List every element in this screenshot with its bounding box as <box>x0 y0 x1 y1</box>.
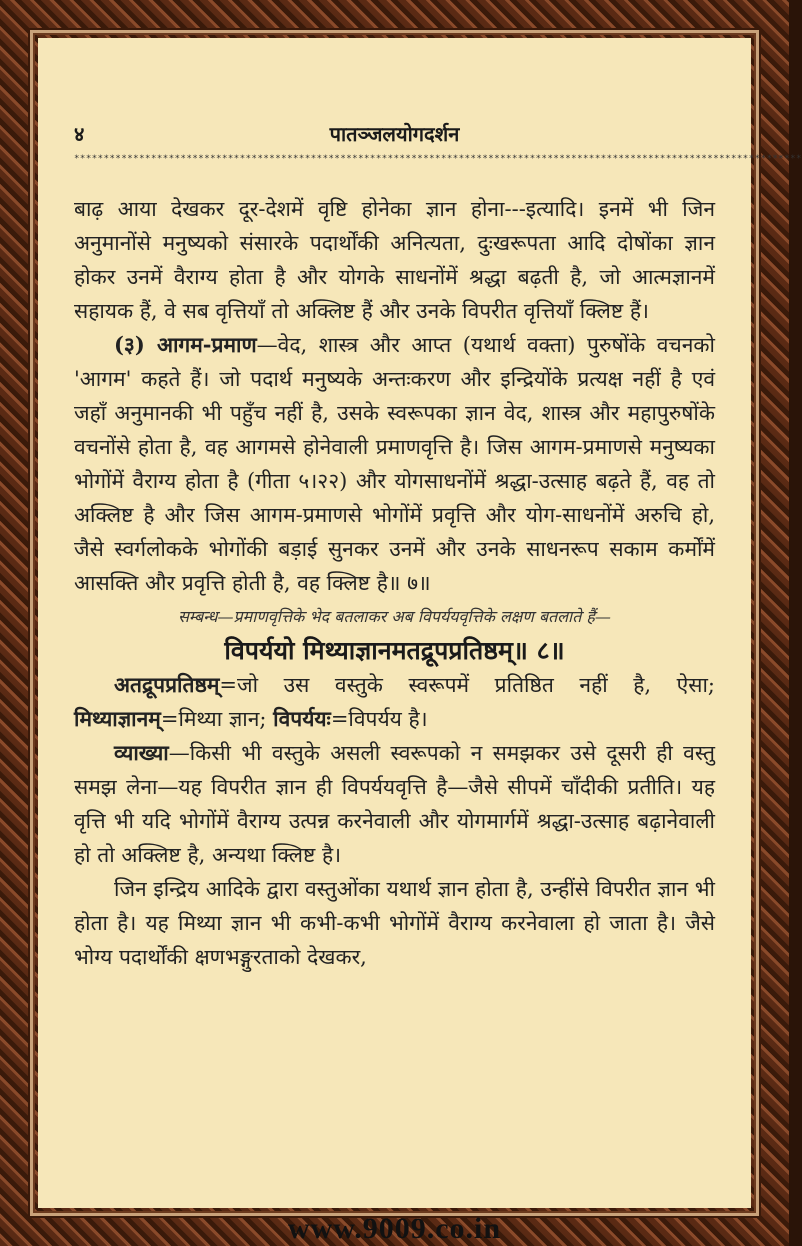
paragraph-final: जिन इन्द्रिय आदिके द्वारा वस्तुओंका यथार्थ ज्ञान होता है, उन्हींसे विपरीत ज्ञान भी होता है। यह मिथ्या ज्ञान भी कभी-कभी भोगोंमें वैराग्य करनेवाला हो जाता है। जैसे भोग्य पदार्थोंकी क्षणभङ्गुरताको देखकर, <box>74 877 715 969</box>
running-title: पातञ्जलयोगदर्शन <box>329 122 460 146</box>
book-page <box>38 38 802 1208</box>
agama-text: —वेद, शास्त्र और आप्त (यथार्थ वक्ता) पुरुषोंके वचनको 'आगम' कहते हैं। जो पदार्थ मनुष्यके अन्तःकरण और इन्द्रियोंके प्रत्यक्ष नहीं है एवं जहाँ अनुमानकी भी पहुँच नहीं है, उसके स्वरूपका ज्ञान वेद, शास्त्र और महापुरुषोंके वचनोंसे होता है, वह आगमसे होनेवाली प्रमाणवृत्ति है। जिस आगम-प्रमाणसे मनुष्यका भोगोंमें वैराग्य होता है (गीता ५।२२) और योगसाधनोंमें श्रद्धा-उत्साह बढ़ते हैं, वह तो अक्लिष्ट है और जिस आगम-प्रमाणसे भोगोंमें प्रवृत्ति और योग-साधनोंमें अरुचि हो, जैसे स्वर्गलोकके भोगोंकी बड़ाई सुनकर उनमें और उनके साधनरूप सकाम कर्मोंमें आसक्ति और प्रवृत्ति होती है, वह क्लिष्ट है॥ ७॥ <box>74 333 715 595</box>
website-watermark: www.9009.co.in <box>287 1212 502 1245</box>
relation-note: सम्बन्ध—प्रमाणवृत्तिके भेद बतलाकर अब विपर्ययवृत्तिके लक्षण बतलाते हैं— <box>178 607 611 626</box>
sutra-verse: विपर्ययो मिथ्याज्ञानमतद्रूपप्रतिष्ठम्॥ ८॥ <box>224 636 565 665</box>
def-viparyaya: =विपर्यय है। <box>330 707 428 731</box>
paragraph-vyakhya <box>74 736 715 872</box>
def-atadrupa: =जो उस वस्तुके स्वरूपमें प्रतिष्ठित नहीं है, ऐसा; <box>219 673 715 697</box>
vyakhya-text: —किसी भी वस्तुके असली स्वरूपको न समझकर उसे दूसरी ही वस्तु समझ लेना—यह विपरीत ज्ञान ही विपर्ययवृत्ति है—जैसे सीपमें चाँदीकी प्रतीति। यह वृत्ति भी यदि भोगोंमें वैराग्य उत्पन्न करनेवाली और योगमार्गमें श्रद्धा-उत्साह बढ़ानेवाली हो तो अक्लिष्ट है, अन्यथा क्लिष्ट है। <box>74 741 715 867</box>
term-atadrupa: अतद्रूपप्रतिष्ठम् <box>114 672 220 697</box>
page-number: ४ <box>74 122 85 146</box>
term-mithyajnanam: मिथ्याज्ञानम् <box>74 706 161 731</box>
header-separator: *************************************************************************************************************************** <box>74 154 802 164</box>
term-viparyaya: विपर्ययः <box>273 706 331 731</box>
paragraph-anumana: बाढ़ आया देखकर दूर-देशमें वृष्टि होनेका ज्ञान होना---इत्यादि। इनमें भी जिन अनुमानोंसे मनुष्यको संसारके पदार्थोंकी अनित्यता, दुःखरूपता आदि दोषोंका ज्ञान होकर उनमें वैराग्य होता है और योगके साधनोंमें श्रद्धा बढ़ती है, जो आत्मज्ञानमें सहायक हैं, वे सब वृत्तियाँ तो अक्लिष्ट हैं और उनके विपरीत वृत्तियाँ क्लिष्ट हैं। <box>74 197 715 323</box>
vyakhya-heading: व्याख्या <box>114 740 169 765</box>
def-mithyajnanam: =मिथ्या ज्ञान; <box>160 707 267 731</box>
word-meanings <box>74 668 715 736</box>
agama-heading: (३) आगम-प्रमाण <box>114 332 257 357</box>
paragraph-agama <box>74 328 715 600</box>
page-body <box>74 192 715 974</box>
page-header <box>74 112 715 152</box>
